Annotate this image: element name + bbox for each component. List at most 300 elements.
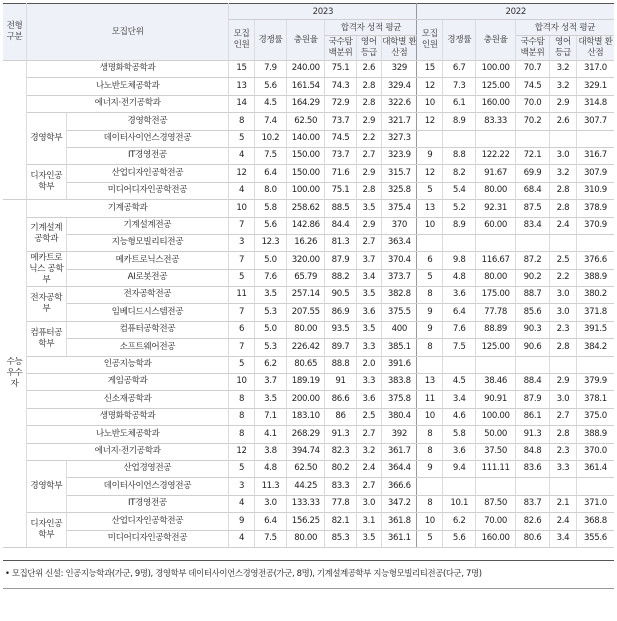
table-row [3,217,614,234]
value-cell-2022: 307.7 [576,113,614,130]
unit-cell: IT경영전공 [66,495,229,512]
table-row [3,339,614,356]
value-cell-2022: 122.22 [476,147,516,164]
value-cell-2022: 6 [417,252,443,269]
jeonhyeong-cell-empty [3,61,27,200]
value-cell-2022: 83.33 [476,113,516,130]
value-cell-2023: 2.7 [356,147,382,164]
value-cell-2022 [443,356,476,373]
value-cell-2022: 355.6 [576,530,614,547]
value-cell-2022 [576,234,614,251]
value-cell-2023: 4 [229,147,255,164]
value-cell-2022: 388.9 [576,426,614,443]
value-cell-2023: 325.8 [382,182,417,199]
value-cell-2022: 82.6 [515,513,549,530]
unit-cell: AI로봇전공 [66,269,229,286]
value-cell-2022: 3.4 [550,530,577,547]
value-cell-2022: 2.6 [550,113,577,130]
value-cell-2022 [515,234,549,251]
value-cell-2023: 10 [229,200,255,217]
value-cell-2022: 80.00 [476,182,516,199]
value-cell-2022: 380.2 [576,287,614,304]
value-cell-2023: 3.6 [356,391,382,408]
value-cell-2023: 183.10 [286,408,325,425]
value-cell-2022: 368.8 [576,513,614,530]
value-cell-2023: 7.5 [254,530,286,547]
value-cell-2022: 88.89 [476,321,516,338]
value-cell-2022: 77.78 [476,304,516,321]
unit-cell: IT경영전공 [66,147,229,164]
value-cell-2022: 5.8 [443,426,476,443]
value-cell-2022 [550,356,577,373]
value-cell-2022: 5.2 [443,200,476,217]
value-cell-2023: 7 [229,252,255,269]
value-cell-2022: 5.4 [443,182,476,199]
value-cell-2022: 310.9 [576,182,614,199]
value-cell-2022: 2.8 [550,200,577,217]
footnote: • 모집단위 신설: 인공지능학과(가군, 9명), 경영학부 데이터사이언스경영전공(가군, 8명), 기계설계공학부 지능형모빌리티전공(다군, 7명) [3,560,614,589]
value-cell-2022: 8.2 [443,165,476,182]
value-cell-2022: 37.50 [476,443,516,460]
value-cell-2023: 2.5 [356,408,382,425]
unit-cell: 에너지·전기공학과 [27,443,229,460]
value-cell-2023: 5.0 [254,252,286,269]
value-cell-2023: 7 [229,304,255,321]
value-cell-2022: 87.5 [515,200,549,217]
value-cell-2023: 7.5 [254,147,286,164]
table-row [3,234,614,251]
value-cell-2023: 74.5 [325,130,356,147]
value-cell-2023: 90.5 [325,287,356,304]
value-cell-2022: 125.00 [476,339,516,356]
value-cell-2023: 2.8 [356,78,382,95]
value-cell-2023: 5.8 [254,200,286,217]
value-cell-2023: 82.3 [325,443,356,460]
value-cell-2023: 83.3 [325,478,356,495]
value-cell-2023: 2.8 [356,182,382,199]
value-cell-2022: 83.4 [515,217,549,234]
value-cell-2023: 74.3 [325,78,356,95]
value-cell-2023: 3.7 [254,374,286,391]
unit-cell: 산업디자인공학전공 [66,165,229,182]
value-cell-2022: 8.8 [443,147,476,164]
value-cell-2023: 6.2 [254,356,286,373]
value-cell-2022: 2.9 [550,374,577,391]
value-cell-2023: 320.00 [286,252,325,269]
value-cell-2022: 3.6 [443,443,476,460]
value-cell-2022: 9.8 [443,252,476,269]
value-cell-2022: 375.0 [576,408,614,425]
value-cell-2022: 8 [417,339,443,356]
header-score: 대학별 환산점 [382,36,417,61]
value-cell-2023: 62.50 [286,113,325,130]
value-cell-2023: 2.7 [356,478,382,495]
value-cell-2023: 226.42 [286,339,325,356]
value-cell-2023: 71.6 [325,165,356,182]
value-cell-2023: 3 [229,234,255,251]
value-cell-2023: 86.9 [325,304,356,321]
value-cell-2022: 50.00 [476,426,516,443]
admissions-results-table [3,3,614,548]
header-unit: 모집단위 [27,4,229,61]
value-cell-2023: 4.1 [254,426,286,443]
value-cell-2022: 10 [417,217,443,234]
value-cell-2022: 88.7 [515,287,549,304]
value-cell-2022: 12 [417,78,443,95]
value-cell-2022: 11 [417,391,443,408]
table-row [3,513,614,530]
value-cell-2022: 2.4 [550,513,577,530]
value-cell-2022: 12 [417,113,443,130]
value-cell-2023: 5.3 [254,339,286,356]
value-cell-2022: 10.1 [443,495,476,512]
value-cell-2023: 257.14 [286,287,325,304]
value-cell-2022: 2.1 [550,495,577,512]
value-cell-2022: 70.7 [515,61,549,78]
value-cell-2022: 10 [417,513,443,530]
value-cell-2023: 3.5 [254,391,286,408]
value-cell-2022 [443,234,476,251]
value-cell-2022 [443,130,476,147]
value-cell-2023: 9 [229,513,255,530]
value-cell-2022: 5 [417,182,443,199]
table-row [3,269,614,286]
value-cell-2022: 3.2 [550,78,577,95]
header-percentile: 국수탐 백분위 [515,36,549,61]
value-cell-2023: 5 [229,356,255,373]
table-row [3,356,614,373]
value-cell-2023: 88.8 [325,356,356,373]
table-row [3,374,614,391]
value-cell-2022: 5.6 [443,530,476,547]
value-cell-2023: 2.7 [356,234,382,251]
value-cell-2023: 133.33 [286,495,325,512]
table-row [3,200,614,217]
value-cell-2022: 2.3 [550,443,577,460]
value-cell-2023: 91 [325,374,356,391]
header-eng: 영어 등급 [356,36,382,61]
value-cell-2022 [476,356,516,373]
jeonhyeong-cell: 수능 우수자 [3,200,27,548]
value-cell-2022: 378.9 [576,200,614,217]
value-cell-2023: 84.4 [325,217,356,234]
value-cell-2023: 2.9 [356,217,382,234]
value-cell-2023: 156.25 [286,513,325,530]
value-cell-2022: 116.67 [476,252,516,269]
value-cell-2023: 3.8 [254,443,286,460]
unit-cell: 지능형모빌리티전공 [66,234,229,251]
value-cell-2023: 3.5 [356,200,382,217]
group-cell: 디자인공학부 [27,513,67,548]
unit-cell: 게임공학과 [27,374,229,391]
value-cell-2022: 90.6 [515,339,549,356]
value-cell-2022: 4.6 [443,408,476,425]
group-cell: 컴퓨터공학부 [27,321,67,356]
value-cell-2023: 140.00 [286,130,325,147]
value-cell-2023: 3.5 [254,287,286,304]
value-cell-2022: 9 [417,460,443,477]
value-cell-2023: 12.3 [254,234,286,251]
table-row [3,391,614,408]
value-cell-2023: 207.55 [286,304,325,321]
value-cell-2023: 150.00 [286,165,325,182]
value-cell-2022: 70.2 [515,113,549,130]
group-cell: 메카트로닉스 공학부 [27,252,67,287]
value-cell-2022: 7.6 [443,321,476,338]
value-cell-2023: 4 [229,182,255,199]
value-cell-2022: 3.0 [550,287,577,304]
unit-cell: 신소재공학과 [27,391,229,408]
value-cell-2022: 12 [417,165,443,182]
value-cell-2023: 7.1 [254,408,286,425]
value-cell-2023: 375.4 [382,200,417,217]
unit-cell: 산업경영전공 [66,460,229,477]
value-cell-2022: 125.00 [476,78,516,95]
value-cell-2023: 88.2 [325,269,356,286]
value-cell-2023: 8 [229,426,255,443]
value-cell-2022 [443,478,476,495]
header-score: 대학별 환산점 [576,36,614,61]
value-cell-2022: 370.9 [576,217,614,234]
value-cell-2023: 3.0 [254,495,286,512]
value-cell-2023: 80.00 [286,530,325,547]
value-cell-2022: 6.7 [443,61,476,78]
value-cell-2023: 2.6 [356,61,382,78]
value-cell-2023: 12 [229,165,255,182]
value-cell-2022: 2.2 [550,269,577,286]
value-cell-2022: 80.6 [515,530,549,547]
value-cell-2022: 317.0 [576,61,614,78]
value-cell-2022: 3.6 [443,287,476,304]
value-cell-2023: 16.26 [286,234,325,251]
value-cell-2023: 3.2 [356,443,382,460]
header-competition: 경쟁률 [254,20,286,61]
value-cell-2023: 375.8 [382,391,417,408]
unit-cell: 미디어디자인공학전공 [66,182,229,199]
value-cell-2022: 3.2 [550,61,577,78]
value-cell-2022: 9 [417,304,443,321]
value-cell-2023: 268.29 [286,426,325,443]
value-cell-2022 [417,234,443,251]
value-cell-2022: 80.00 [476,269,516,286]
value-cell-2022: 2.3 [550,321,577,338]
value-cell-2023: 6.4 [254,165,286,182]
value-cell-2022 [515,478,549,495]
value-cell-2023: 5.0 [254,321,286,338]
table-row [3,304,614,321]
header-percentile: 국수탐 백분위 [325,36,356,61]
value-cell-2022: 371.8 [576,304,614,321]
value-cell-2022: 60.00 [476,217,516,234]
value-cell-2022: 3.3 [550,460,577,477]
value-cell-2023: 75.1 [325,61,356,78]
value-cell-2022: 2.4 [550,217,577,234]
unit-cell: 미디어디자인공학전공 [66,530,229,547]
value-cell-2022: 8 [417,495,443,512]
value-cell-2022: 86.1 [515,408,549,425]
value-cell-2023: 3.1 [356,513,382,530]
value-cell-2022: 87.50 [476,495,516,512]
value-cell-2022: 13 [417,374,443,391]
value-cell-2023: 2.2 [356,130,382,147]
value-cell-2023: 7 [229,217,255,234]
value-cell-2023: 5 [229,269,255,286]
value-cell-2022: 371.0 [576,495,614,512]
value-cell-2023: 323.9 [382,147,417,164]
value-cell-2023: 88.5 [325,200,356,217]
value-cell-2023: 80.2 [325,460,356,477]
value-cell-2022: 8 [417,426,443,443]
header-eng: 영어 등급 [550,36,577,61]
value-cell-2023: 3.3 [356,374,382,391]
value-cell-2022: 6.2 [443,513,476,530]
value-cell-2022: 160.00 [476,530,516,547]
table-row [3,530,614,547]
unit-cell: 에너지·전기공학과 [27,95,229,112]
value-cell-2023: 380.4 [382,408,417,425]
unit-cell: 생명화학공학과 [27,61,229,78]
table-row [3,408,614,425]
value-cell-2023: 240.00 [286,61,325,78]
value-cell-2022: 2.7 [550,408,577,425]
value-cell-2022: 378.1 [576,391,614,408]
group-cell: 기계설계공학과 [27,217,67,252]
value-cell-2023: 370 [382,217,417,234]
table-row [3,165,614,182]
unit-cell: 경영학전공 [66,113,229,130]
value-cell-2022: 100.00 [476,408,516,425]
unit-cell: 데이터사이언스경영전공 [66,130,229,147]
value-cell-2023: 91.3 [325,426,356,443]
value-cell-2022: 91.3 [515,426,549,443]
value-cell-2023: 382.8 [382,287,417,304]
value-cell-2023: 15 [229,61,255,78]
value-cell-2022: 8.9 [443,217,476,234]
value-cell-2022: 384.2 [576,339,614,356]
value-cell-2023: 11 [229,287,255,304]
value-cell-2023: 5.3 [254,304,286,321]
table-row [3,95,614,112]
unit-cell: 인공지능학과 [27,356,229,373]
unit-cell: 산업디자인공학전공 [66,513,229,530]
value-cell-2023: 200.00 [286,391,325,408]
value-cell-2022: 370.0 [576,443,614,460]
value-cell-2022: 68.4 [515,182,549,199]
value-cell-2022: 160.00 [476,95,516,112]
value-cell-2022 [476,234,516,251]
value-cell-2022 [417,356,443,373]
value-cell-2023: 8 [229,113,255,130]
unit-cell: 나노반도체공학과 [27,78,229,95]
value-cell-2022: 307.9 [576,165,614,182]
table-row [3,495,614,512]
value-cell-2023: 391.6 [382,356,417,373]
value-cell-2023: 4.8 [254,460,286,477]
value-cell-2023: 10.2 [254,130,286,147]
group-cell: 전자공학부 [27,287,67,322]
value-cell-2023: 13 [229,78,255,95]
value-cell-2023: 4.5 [254,95,286,112]
value-cell-2023: 3.5 [356,321,382,338]
value-cell-2023: 3.3 [356,339,382,356]
value-cell-2023: 400 [382,321,417,338]
value-cell-2023: 3.4 [356,269,382,286]
value-cell-2022: 15 [417,61,443,78]
value-cell-2022: 2.5 [550,252,577,269]
value-cell-2023: 361.8 [382,513,417,530]
value-cell-2022: 379.9 [576,374,614,391]
value-cell-2022: 2.9 [550,95,577,112]
value-cell-2023: 2.0 [356,356,382,373]
value-cell-2022: 38.46 [476,374,516,391]
table-row [3,321,614,338]
value-cell-2022: 361.4 [576,460,614,477]
unit-cell: 임베디드시스템전공 [66,304,229,321]
value-cell-2022: 8 [417,443,443,460]
value-cell-2022: 4.5 [443,374,476,391]
value-cell-2023: 8 [229,391,255,408]
value-cell-2022: 83.7 [515,495,549,512]
table-row [3,182,614,199]
value-cell-2023: 11.3 [254,478,286,495]
value-cell-2023: 370.4 [382,252,417,269]
value-cell-2022: 9 [417,147,443,164]
value-cell-2023: 5 [229,130,255,147]
table-row [3,287,614,304]
value-cell-2023: 87.9 [325,252,356,269]
value-cell-2023: 4 [229,495,255,512]
value-cell-2022: 388.9 [576,269,614,286]
value-cell-2023: 6 [229,321,255,338]
value-cell-2022 [550,130,577,147]
value-cell-2022: 9.4 [443,460,476,477]
value-cell-2022 [476,130,516,147]
value-cell-2022 [576,478,614,495]
value-cell-2023: 5.6 [254,78,286,95]
value-cell-2023: 72.9 [325,95,356,112]
value-cell-2022: 329.1 [576,78,614,95]
value-cell-2023: 8.0 [254,182,286,199]
value-cell-2022: 90.2 [515,269,549,286]
value-cell-2023: 7.6 [254,269,286,286]
value-cell-2022: 90.3 [515,321,549,338]
value-cell-2023: 73.7 [325,147,356,164]
header-enroll: 모집 인원 [417,20,443,61]
value-cell-2022: 8 [417,287,443,304]
value-cell-2022: 70.00 [476,513,516,530]
value-cell-2022: 2.8 [550,426,577,443]
value-cell-2022 [576,130,614,147]
value-cell-2022: 3.0 [550,147,577,164]
value-cell-2023: 7 [229,339,255,356]
value-cell-2023: 322.6 [382,95,417,112]
value-cell-2022: 2.8 [550,339,577,356]
value-cell-2022: 7.3 [443,78,476,95]
value-cell-2023: 2.9 [356,113,382,130]
value-cell-2023: 142.86 [286,217,325,234]
value-cell-2023: 80.00 [286,321,325,338]
value-cell-2023: 3.5 [356,287,382,304]
value-cell-2023: 2.4 [356,460,382,477]
value-cell-2023: 329.4 [382,78,417,95]
value-cell-2023: 3.0 [356,495,382,512]
value-cell-2023: 75.1 [325,182,356,199]
value-cell-2023: 3.5 [356,530,382,547]
header-year-2022: 2022 [417,4,614,20]
value-cell-2022: 83.6 [515,460,549,477]
value-cell-2023: 2.8 [356,95,382,112]
unit-cell: 기계설계전공 [66,217,229,234]
